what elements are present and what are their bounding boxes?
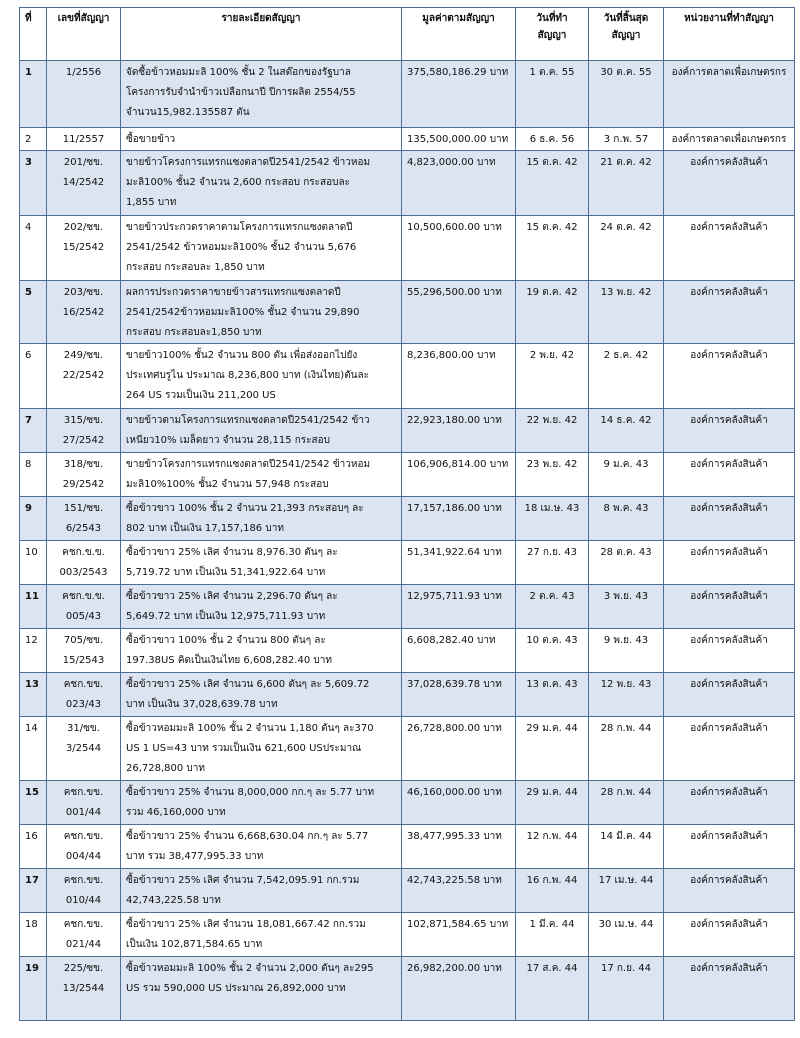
contract-value: 106,906,814.00 บาท [402,453,516,497]
end-date: 14 มี.ค. 44 [589,825,664,869]
contract-number: คชก.ขข. 010/44 [47,869,121,913]
end-date: 28 ก.พ. 44 [589,717,664,781]
row-number: 9 [20,497,47,541]
detail-line: บาท รวม 38,477,995.33 บาท [126,851,264,862]
detail-line: รวม 46,160,000 บาท [126,807,226,818]
agency: องค์การคลังสินค้า [664,585,795,629]
detail-line: เหนียว10% เมล็ดยาว จำนวน 28,115 กระสอบ [126,435,330,446]
row-number: 8 [20,453,47,497]
header-value: มูลค่าตามสัญญา [402,8,516,61]
end-date: 28 ต.ค. 43 [589,541,664,585]
contract-value: 46,160,000.00 บาท [402,781,516,825]
contract-table-page [19,7,794,1021]
detail-line: ซื้อข้าวขาว 100% ชั้น 2 จำนวน 21,393 กระสอบๆ ละ [126,503,364,514]
table-row [20,781,795,825]
contract-number: 249/ซข. 22/2542 [47,344,121,409]
start-date: 18 เม.ษ. 43 [516,497,589,541]
contract-value: 26,728,800.00 บาท [402,717,516,781]
detail-line: มะลิ10%100% ชั้น2 จำนวน 57,948 กระสอบ [126,479,329,490]
table-header-row [20,8,795,61]
start-date: 2 ต.ค. 43 [516,585,589,629]
header-no: ที่ [20,8,47,61]
header-contract-no: เลขที่สัญญา [47,8,121,61]
agency: องค์การคลังสินค้า [664,869,795,913]
agency: องค์การคลังสินค้า [664,781,795,825]
agency: องค์การตลาดเพื่อเกษตรกร [664,128,795,151]
detail-line: ขายข้าวโครงการแทรกแซงตลาดปี2541/2542 ข้าวหอม [126,157,371,168]
detail-line: ผลการประกวดราคาขายข้าวสารแทรกแซงตลาดปี [126,287,341,298]
contract-value: 17,157,186.00 บาท [402,497,516,541]
contract-value: 6,608,282.40 บาท [402,629,516,673]
detail-line: US 1 US=43 บาท รวมเป็นเงิน 621,600 USประมาณ [126,743,362,754]
start-date: 16 ก.พ. 44 [516,869,589,913]
end-date: 9 พ.ย. 43 [589,629,664,673]
agency: องค์การคลังสินค้า [664,957,795,1021]
contract-detail [121,497,402,541]
contract-detail [121,541,402,585]
contract-detail [121,585,402,629]
start-date: 15 ต.ค. 42 [516,216,589,281]
start-date: 10 ต.ค. 43 [516,629,589,673]
end-date: 30 ต.ค. 55 [589,61,664,128]
detail-line: ซื้อข้าวขาว 25% เลิศ จำนวน 8,976.30 ตันๆ ละ [126,547,338,558]
detail-line: มะลิ100% ชั้น2 จำนวน 2,600 กระสอบ กระสอบละ [126,177,350,188]
table-row [20,913,795,957]
contract-value: 51,341,922.64 บาท [402,541,516,585]
start-date: 17 ส.ค. 44 [516,957,589,1021]
detail-line: 802 บาท เป็นเงิน 17,157,186 บาท [126,523,284,534]
contract-value: 37,028,639.78 บาท [402,673,516,717]
table-row [20,957,795,1021]
table-row [20,128,795,151]
row-number: 4 [20,216,47,281]
header-start-date: วันที่ทำ สัญญา [516,8,589,61]
table-row [20,409,795,453]
row-number: 19 [20,957,47,1021]
agency: องค์การคลังสินค้า [664,453,795,497]
detail-line: ซื้อข้าวขาว 25% เลิศ จำนวน 6,600 ตันๆ ละ 5,609.72 [126,679,370,690]
end-date: 17 เม.ษ. 44 [589,869,664,913]
contract-detail [121,128,402,151]
contract-number: 151/ซข. 6/2543 [47,497,121,541]
detail-line: ซื้อข้าวขาว 25% เลิศ จำนวน 2,296.70 ตันๆ ละ [126,591,338,602]
detail-line: 197.38US คิดเป็นเงินไทย 6,608,282.40 บาท [126,655,332,666]
contract-detail [121,717,402,781]
contract-number: คชก.ขข. 023/43 [47,673,121,717]
detail-line: ซื้อข้าวขาว 25% จำนวน 8,000,000 กก.ๆ ละ 5.77 บาท [126,787,375,798]
detail-line: ซื้อข้าวหอมมะลิ 100% ชั้น 2 จำนวน 1,180 ตันๆ ละ370 [126,723,374,734]
end-date: 3 ก.พ. 57 [589,128,664,151]
end-date: 28 ก.พ. 44 [589,781,664,825]
contract-number: 203/ซข. 16/2542 [47,281,121,344]
contract-value: 42,743,225.58 บาท [402,869,516,913]
contract-detail [121,61,402,128]
start-date: 1 มี.ค. 44 [516,913,589,957]
agency: องค์การคลังสินค้า [664,151,795,216]
detail-line: ขายข้าวประกวดราคาตามโครงการแทรกแซงตลาดปี [126,222,353,233]
contract-detail [121,869,402,913]
table-row [20,585,795,629]
detail-line: 264 US รวมเป็นเงิน 211,200 US [126,390,276,401]
row-number: 1 [20,61,47,128]
detail-line: 2541/2542 ข้าวหอมมะลิ100% ชั้น2 จำนวน 5,676 [126,242,357,253]
agency: องค์การคลังสินค้า [664,216,795,281]
end-date: 13 พ.ย. 42 [589,281,664,344]
detail-line: ขายข้าวตามโครงการแทรกแซงตลาดปี2541/2542 ข้าว [126,415,370,426]
agency: องค์การคลังสินค้า [664,673,795,717]
end-date: 12 พ.ย. 43 [589,673,664,717]
header-agency: หน่วยงานที่ทำสัญญา [664,8,795,61]
contract-detail [121,151,402,216]
contract-detail [121,913,402,957]
contract-value: 375,580,186.29 บาท [402,61,516,128]
detail-line: บาท เป็นเงิน 37,028,639.78 บาท [126,699,278,710]
row-number: 11 [20,585,47,629]
agency: องค์การคลังสินค้า [664,281,795,344]
contract-value: 38,477,995.33 บาท [402,825,516,869]
end-date: 24 ต.ค. 42 [589,216,664,281]
contract-value: 10,500,600.00 บาท [402,216,516,281]
table-row [20,629,795,673]
detail-line: 42,743,225.58 บาท [126,895,221,906]
detail-line: กระสอบ กระสอบละ1,850 บาท [126,327,262,338]
end-date: 14 ธ.ค. 42 [589,409,664,453]
start-date: 23 พ.ย. 42 [516,453,589,497]
start-date: 2 พ.ย. 42 [516,344,589,409]
contract-detail [121,781,402,825]
agency: องค์การคลังสินค้า [664,825,795,869]
end-date: 30 เม.ษ. 44 [589,913,664,957]
end-date: 9 ม.ค. 43 [589,453,664,497]
detail-line: ซื้อข้าวขาว 25% เลิศ จำนวน 7,542,095.91 กก.รวม [126,875,360,886]
row-number: 10 [20,541,47,585]
contract-value: 8,236,800.00 บาท [402,344,516,409]
detail-line: ซื้อข้าวขาว 100% ชั้น 2 จำนวน 800 ตันๆ ละ [126,635,326,646]
table-row [20,453,795,497]
contract-number: คชก.ขข. 001/44 [47,781,121,825]
contract-number: 318/ซข. 29/2542 [47,453,121,497]
contract-number: 705/ซข. 15/2543 [47,629,121,673]
agency: องค์การคลังสินค้า [664,913,795,957]
contract-value: 4,823,000.00 บาท [402,151,516,216]
contract-value: 12,975,711.93 บาท [402,585,516,629]
agency: องค์การคลังสินค้า [664,717,795,781]
contract-detail [121,629,402,673]
table-row [20,497,795,541]
contract-detail [121,957,402,1021]
detail-line: ซื้อข้าวหอมมะลิ 100% ชั้น 2 จำนวน 2,000 ตันๆ ละ295 [126,963,374,974]
row-number: 16 [20,825,47,869]
detail-line: จัดซื้อข้าวหอมมะลิ 100% ชั้น 2 ในสต๊อกของรัฐบาล [126,67,351,78]
row-number: 5 [20,281,47,344]
end-date: 2 ธ.ค. 42 [589,344,664,409]
detail-line: 1,855 บาท [126,197,177,208]
row-number: 2 [20,128,47,151]
table-row [20,541,795,585]
contract-value: 55,296,500.00 บาท [402,281,516,344]
contract-value: 22,923,180.00 บาท [402,409,516,453]
contract-number: 315/ซข. 27/2542 [47,409,121,453]
end-date: 17 ก.ย. 44 [589,957,664,1021]
table-row [20,151,795,216]
detail-line: ขายข้าวโครงการแทรกแซงตลาดปี2541/2542 ข้าวหอม [126,459,371,470]
start-date: 1 ต.ค. 55 [516,61,589,128]
row-number: 7 [20,409,47,453]
contract-detail [121,673,402,717]
detail-line: 5,649.72 บาท เป็นเงิน 12,975,711.93 บาท [126,611,326,622]
detail-line: กระสอบ กระสอบละ 1,850 บาท [126,262,265,273]
end-date: 3 พ.ย. 43 [589,585,664,629]
start-date: 6 ธ.ค. 56 [516,128,589,151]
table-row [20,717,795,781]
start-date: 12 ก.พ. 44 [516,825,589,869]
detail-line: ประเทศบรูไน ประมาณ 8,236,800 บาท (เงินไทย)ตันละ [126,370,370,381]
contract-detail [121,409,402,453]
contract-number: 11/2557 [47,128,121,151]
row-number: 6 [20,344,47,409]
contracts-table [19,7,795,1021]
detail-line: ขายข้าว100% ชั้น2 จำนวน 800 ตัน เพื่อส่งออกไปยัง [126,350,358,361]
agency: องค์การคลังสินค้า [664,541,795,585]
detail-line: จำนวน15,982.135587 ตัน [126,107,250,118]
row-number: 18 [20,913,47,957]
row-number: 3 [20,151,47,216]
agency: องค์การตลาดเพื่อเกษตรกร [664,61,795,128]
start-date: 22 พ.ย. 42 [516,409,589,453]
contract-number: คชก.ขข. 021/44 [47,913,121,957]
detail-line: โครงการรับจำนำข้าวเปลือกนาปี ปีการผลิต 2554/55 [126,87,356,98]
contract-number: 201/ซข. 14/2542 [47,151,121,216]
contract-detail [121,453,402,497]
contract-detail [121,344,402,409]
agency: องค์การคลังสินค้า [664,344,795,409]
detail-line: ซื้อข้าวขาว 25% เลิศ จำนวน 18,081,667.42 กก.รวม [126,919,366,930]
table-row [20,61,795,128]
contract-number: 202/ซข. 15/2542 [47,216,121,281]
contract-number: 1/2556 [47,61,121,128]
contract-value: 135,500,000.00 บาท [402,128,516,151]
agency: องค์การคลังสินค้า [664,629,795,673]
header-end-date: วันที่สิ้นสุด สัญญา [589,8,664,61]
contract-value: 26,982,200.00 บาท [402,957,516,1021]
table-row [20,825,795,869]
start-date: 29 ม.ค. 44 [516,717,589,781]
contract-number: คชก.ข.ข. 003/2543 [47,541,121,585]
row-number: 15 [20,781,47,825]
contract-number: คชก.ขข. 004/44 [47,825,121,869]
header-detail: รายละเอียดสัญญา [121,8,402,61]
detail-line: 26,728,800 บาท [126,763,205,774]
contract-detail [121,281,402,344]
contract-number: 31/ซข. 3/2544 [47,717,121,781]
end-date: 8 พ.ค. 43 [589,497,664,541]
detail-line: ซื้อข้าวขาว 25% จำนวน 6,668,630.04 กก.ๆ ละ 5.77 [126,831,369,842]
end-date: 21 ต.ค. 42 [589,151,664,216]
contract-detail [121,825,402,869]
row-number: 14 [20,717,47,781]
agency: องค์การคลังสินค้า [664,409,795,453]
detail-line: 2541/2542ข้าวหอมมะลิ100% ชั้น2 จำนวน 29,890 [126,307,360,318]
table-row [20,869,795,913]
detail-line: US รวม 590,000 US ประมาณ 26,892,000 บาท [126,983,346,994]
row-number: 17 [20,869,47,913]
agency: องค์การคลังสินค้า [664,497,795,541]
start-date: 27 ก.ย. 43 [516,541,589,585]
detail-line: เป็นเงิน 102,871,584.65 บาท [126,939,263,950]
row-number: 12 [20,629,47,673]
table-row [20,216,795,281]
start-date: 13 ต.ค. 43 [516,673,589,717]
detail-line: 5,719.72 บาท เป็นเงิน 51,341,922.64 บาท [126,567,326,578]
contract-detail [121,216,402,281]
contract-number: 225/ซข. 13/2544 [47,957,121,1021]
row-number: 13 [20,673,47,717]
start-date: 15 ต.ค. 42 [516,151,589,216]
contract-value: 102,871,584.65 บาท [402,913,516,957]
table-row [20,344,795,409]
detail-line: ซื้อขายข้าว [126,134,176,145]
contract-number: คชก.ข.ข. 005/43 [47,585,121,629]
table-row [20,673,795,717]
start-date: 19 ต.ค. 42 [516,281,589,344]
table-row [20,281,795,344]
start-date: 29 ม.ค. 44 [516,781,589,825]
